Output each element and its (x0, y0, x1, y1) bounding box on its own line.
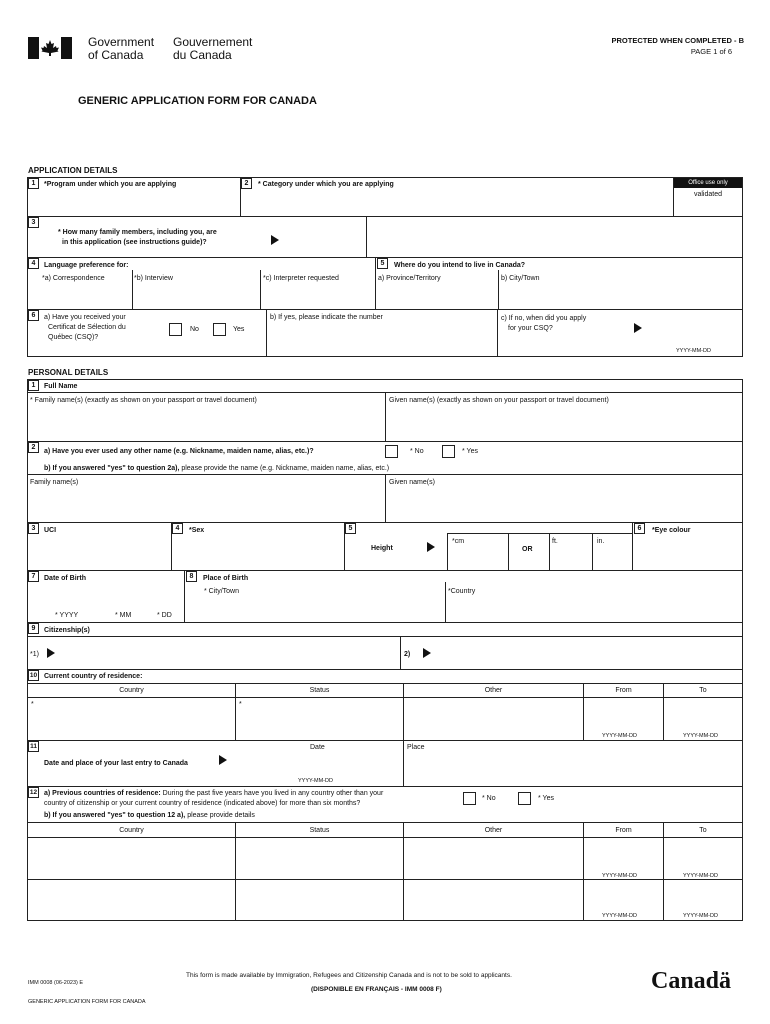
dob-mm-label: * MM (115, 612, 132, 619)
pd-q12a-rest: During the past five years have you lived in any country other than your (162, 790, 384, 797)
app-q5-number: 5 (377, 258, 388, 269)
app-q6a-line2: Certificat de Sélection du (48, 324, 126, 331)
res-col-other: Other (484, 687, 503, 694)
protected-label: PROTECTED WHEN COMPLETED - B (611, 36, 744, 45)
gov-en-line2: of Canada (88, 48, 144, 62)
app-q6-number: 6 (28, 310, 39, 321)
last-entry-arrow-icon[interactable] (219, 755, 227, 765)
pd-q2b-rest: please provide the name (e.g. Nickname, maiden name, alias, etc.) (181, 465, 390, 472)
pd-q6-number: 6 (634, 523, 645, 534)
res-country-required: * (31, 701, 34, 708)
res-col-to: To (699, 687, 707, 694)
footer-form-name: GENERIC APPLICATION FORM FOR CANADA (28, 999, 146, 1005)
app-q6c-line2: for your CSQ? (508, 325, 553, 332)
pd-q2-number: 2 (28, 442, 39, 453)
csq-date-format: YYYY-MM-DD (676, 348, 711, 354)
eye-colour-label: *Eye colour (652, 527, 691, 534)
family-name-label: * Family name(s) (exactly as shown on your passport or travel document) (30, 397, 257, 404)
csq-date-picker-arrow-icon[interactable] (634, 323, 642, 333)
prev-col-country: Country (119, 827, 144, 834)
gov-fr-line1: Gouvernement (173, 35, 253, 49)
pd-q2b-line (44, 464, 389, 473)
program-input[interactable] (28, 192, 240, 215)
pd-q1-label: Full Name (44, 383, 78, 390)
pd-q1-number: 1 (28, 380, 39, 391)
citizenship-label: Citizenship(s) (44, 627, 90, 634)
app-q4c-label: *c) Interpreter requested (263, 275, 339, 282)
height-unit-arrow-icon[interactable] (427, 542, 435, 552)
res-status-required: * (239, 701, 242, 708)
pd-q12b-bold: b) If you answered "yes" to question 12 a), (44, 812, 186, 819)
res-col-from: From (615, 687, 632, 694)
height-ft-label: ft. (552, 538, 558, 545)
pd-q8-number: 8 (186, 571, 197, 582)
app-q3-label-1: * How many family members, including you, are (58, 229, 217, 236)
last-entry-date-format: YYYY-MM-DD (298, 778, 333, 784)
last-entry-place-label: Place (407, 744, 425, 751)
footer-french-notice: (DISPONIBLE EN FRANÇAIS - IMM 0008 F) (311, 986, 442, 993)
footer-form-code: IMM 0008 (06-2023) E (28, 980, 84, 986)
app-q1-number: 1 (28, 178, 39, 189)
citizenship-1-label: *1) (30, 651, 39, 658)
pd-q12a-line (44, 789, 383, 798)
app-q3-label-2: in this application (see instructions guide)? (62, 239, 207, 246)
citizenship-1-dropdown-icon[interactable] (47, 648, 55, 658)
pd-q4-number: 4 (172, 523, 183, 534)
app-q5b-label: b) City/Town (501, 275, 540, 282)
residence-label: Current country of residence: (44, 673, 143, 680)
pob-label: Place of Birth (203, 575, 249, 582)
page-number: PAGE 1 of 6 (690, 47, 732, 56)
canada-wordmark: Canadä (651, 968, 732, 994)
pd-q5-number: 5 (345, 523, 356, 534)
app-q1-label: *Program under which you are applying (44, 181, 177, 188)
app-q4b-label: *b) Interview (134, 275, 173, 282)
pob-country-label: *Country (448, 588, 476, 595)
application-details-title: APPLICATION DETAILS (28, 166, 118, 175)
validated-label: validated (693, 191, 723, 198)
app-q2-number: 2 (241, 178, 252, 189)
app-q6b-label: b) If yes, please indicate the number (270, 314, 383, 321)
prev-row2-from-format: YYYY-MM-DD (602, 913, 637, 919)
prev-row2-to-format: YYYY-MM-DD (683, 913, 718, 919)
prev-col-to: To (699, 827, 707, 834)
other-name-yes-label: * Yes (462, 448, 478, 455)
csq-no-label: No (190, 326, 199, 333)
pd-q12b-rest: please provide details (187, 812, 255, 819)
family-members-input[interactable] (367, 217, 742, 256)
pd-q12a-bold: a) Previous countries of residence: (44, 790, 161, 797)
office-use-banner: Office use only (674, 178, 742, 188)
res-col-status: Status (309, 687, 330, 694)
app-q4-number: 4 (28, 258, 39, 269)
csq-yes-checkbox[interactable] (213, 323, 226, 336)
family-members-dropdown-arrow-icon[interactable] (271, 235, 279, 245)
app-q5a-label: a) Province/Territory (378, 275, 441, 282)
personal-details-block (27, 379, 743, 921)
prev-countries-no-label: * No (482, 795, 496, 802)
given-name-label: Given name(s) (exactly as shown on your passport or travel document) (389, 397, 609, 404)
prev-row1-to-format: YYYY-MM-DD (683, 873, 718, 879)
other-name-no-checkbox[interactable] (385, 445, 398, 458)
gov-en-line1: Government (88, 35, 155, 49)
dob-dd-label: * DD (157, 612, 172, 619)
pd-q3-number: 3 (28, 523, 39, 534)
pd-q12a-line2: country of citizenship or your current country of residence (indicated above) for more than six months? (44, 800, 361, 807)
app-q6c-line1: c) If no, when did you apply (501, 315, 587, 322)
height-cm-label: *cm (452, 538, 465, 545)
app-q6a-line3: Québec (CSQ)? (48, 334, 99, 341)
height-label: Height (371, 545, 393, 552)
pd-q12b-line (44, 811, 255, 820)
prev-col-from: From (615, 827, 632, 834)
prev-countries-no-checkbox[interactable] (463, 792, 476, 805)
app-q3-number: 3 (28, 217, 39, 228)
other-given-name-label: Given name(s) (389, 479, 435, 486)
app-q4-label: Language preference for: (44, 262, 129, 269)
app-q6a-line1: a) Have you received your (44, 314, 126, 321)
prev-countries-yes-checkbox[interactable] (518, 792, 531, 805)
prev-col-other: Other (484, 827, 503, 834)
citizenship-2-label: 2) (404, 651, 411, 658)
personal-details-title: PERSONAL DETAILS (28, 368, 109, 377)
csq-no-checkbox[interactable] (169, 323, 182, 336)
pd-q7-number: 7 (28, 571, 39, 582)
other-family-name-label: Family name(s) (30, 479, 79, 486)
dob-yyyy-label: * YYYY (55, 612, 79, 619)
pd-q12-number: 12 (29, 789, 38, 796)
res-col-country: Country (119, 687, 144, 694)
canada-flag-logo (28, 37, 72, 59)
form-title: GENERIC APPLICATION FORM FOR CANADA (78, 95, 317, 107)
category-input[interactable] (242, 192, 672, 215)
pd-q11-number: 11 (28, 741, 39, 752)
footer-notice: This form is made available by Immigration, Refugees and Citizenship Canada and is not to be sold to applicants. (186, 972, 512, 979)
app-q5-label: Where do you intend to live in Canada? (394, 262, 526, 269)
last-entry-label: Date and place of your last entry to Canada (44, 760, 188, 767)
pd-q2a-label: a) Have you ever used any other name (e.g. Nickname, maiden name, alias, etc.)? (44, 448, 314, 455)
other-name-yes-checkbox[interactable] (442, 445, 455, 458)
pd-q2b-bold: b) If you answered "yes" to question 2a), (44, 465, 180, 472)
pob-city-label: * City/Town (204, 588, 240, 595)
height-or-label: OR (522, 546, 533, 553)
dob-label: Date of Birth (44, 575, 86, 582)
prev-row1-from-format: YYYY-MM-DD (602, 873, 637, 879)
sex-label: *Sex (189, 527, 205, 534)
last-entry-date-label: Date (310, 744, 325, 751)
prev-countries-yes-label: * Yes (538, 795, 554, 802)
other-name-no-label: * No (410, 448, 424, 455)
height-in-label: in. (597, 538, 605, 545)
prev-col-status: Status (309, 827, 330, 834)
csq-yes-label: Yes (233, 326, 245, 333)
pd-q10-number: 10 (29, 672, 38, 679)
pd-q9-number: 9 (28, 623, 39, 634)
res-from-format: YYYY-MM-DD (602, 733, 637, 739)
res-to-format: YYYY-MM-DD (683, 733, 718, 739)
app-q2-label: * Category under which you are applying (258, 181, 394, 188)
citizenship-2-dropdown-icon[interactable] (423, 648, 431, 658)
uci-label: UCI (44, 527, 57, 534)
gov-fr-line2: du Canada (173, 48, 232, 62)
app-q4a-label: *a) Correspondence (42, 275, 105, 282)
